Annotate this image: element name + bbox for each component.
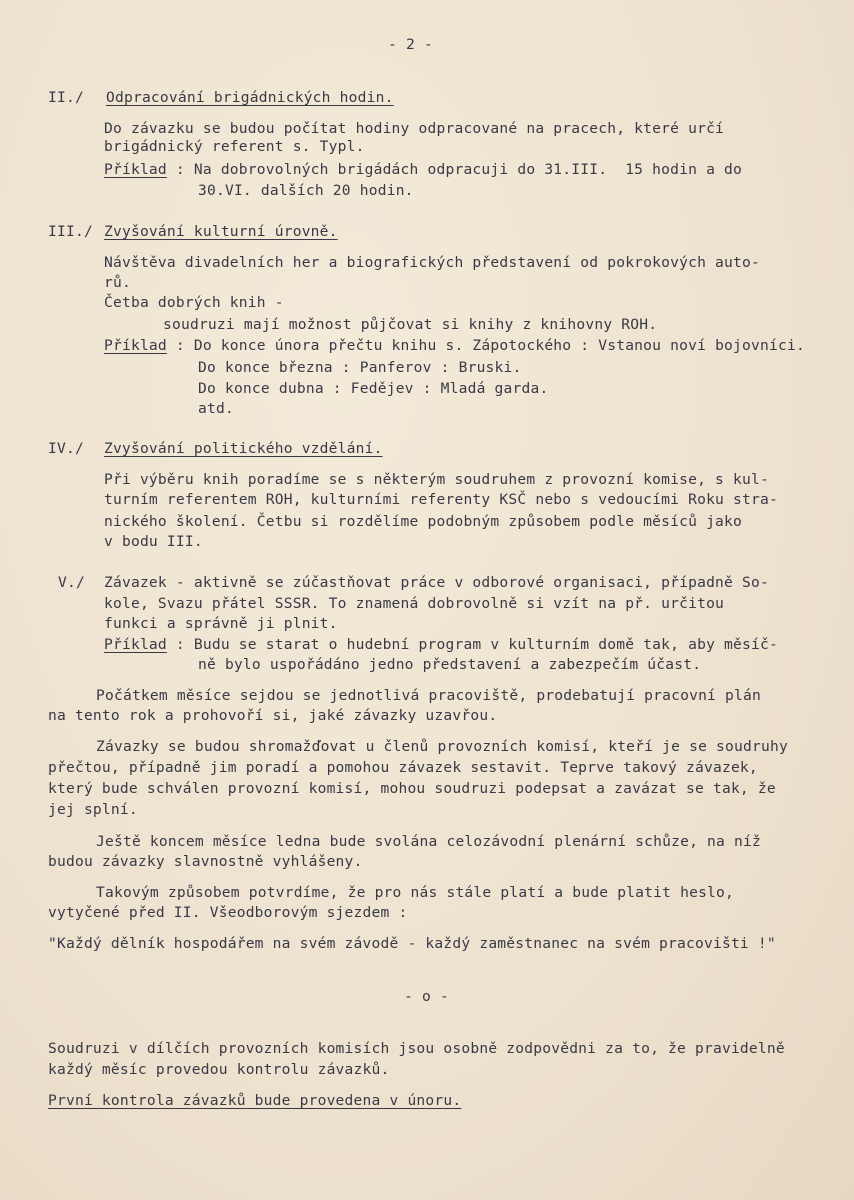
example-text: : Do konce února přečtu knihu s. Zápotockého : Vstanou noví bojovníci. (166, 337, 805, 354)
section-3-line: soudruzi mají možnost půjčovat si knihy z knihovny ROH. (163, 316, 658, 333)
section-3-line: Četba dobrých knih - (104, 294, 284, 311)
example-label: Příklad (104, 636, 167, 653)
paragraph-line: budou závazky slavnostně vyhlášeny. (48, 853, 363, 870)
section-3-heading: Zvyšování kulturní úrovně. (104, 223, 338, 240)
section-5-line: kole, Svazu přátel SSSR. To znamená dobrovolně si vzít na př. určitou (104, 595, 725, 612)
section-3-line: Do konce března : Panferov : Bruski. (198, 359, 522, 376)
paragraph-line: Počátkem měsíce sejdou se jednotlivá pracoviště, prodebatují pracovní plán (96, 687, 761, 704)
section-5-number: V./ (58, 574, 85, 591)
paragraph-line: Ještě koncem měsíce ledna bude svolána celozávodní plenární schůze, na níž (96, 833, 761, 850)
slogan: "Každý dělník hospodářem na svém závodě - každý zaměstnanec na svém pracovišti !" (48, 935, 776, 952)
section-divider: - o - (404, 988, 449, 1005)
example-text: : Budu se starat o hudební program v kulturním domě tak, aby měsíč- (166, 636, 778, 653)
section-4-line: turním referentem ROH, kulturními referenty KSČ nebo s vedoucími Roku stra- (104, 491, 778, 508)
section-2-number: II./ (48, 89, 84, 106)
section-4-heading: Zvyšování politického vzdělání. (104, 440, 383, 457)
paragraph-line: jej splní. (48, 801, 138, 818)
section-3-line: Návštěva divadelních her a biografických představení od pokrokových auto- (104, 254, 760, 271)
section-4-line: v bodu III. (104, 533, 203, 550)
section-5-line: funkci a správně ji plnit. (104, 615, 338, 632)
paragraph-line: přečtou, případně jim poradí a pomohou závazek sestavit. Teprve takový závazek, (48, 759, 758, 776)
section-3-number: III./ (48, 223, 93, 240)
section-5-example (104, 636, 778, 654)
section-3-line: rů. (104, 274, 131, 291)
section-2-heading: Odpracování brigádnických hodin. (106, 89, 394, 106)
paragraph-line: Závazky se budou shromažďovat u členů provozních komisí, kteří je se soudruhy (96, 738, 788, 755)
section-3-line: Do konce dubna : Fedějev : Mladá garda. (198, 380, 549, 397)
section-4-number: IV./ (48, 440, 84, 457)
section-2-line: brigádnický referent s. Typl. (104, 138, 365, 155)
section-3-line: atd. (198, 400, 234, 417)
section-4-line: nického školení. Četbu si rozdělíme podobným způsobem podle měsíců jako (104, 513, 743, 530)
example-text: : Na dobrovolných brigádách odpracuji do 31.III. 15 hodin a do (166, 161, 743, 178)
page-number: - 2 - (388, 36, 433, 53)
closing-line: První kontrola závazků bude provedena v únoru. (48, 1092, 462, 1109)
section-2-line: 30.VI. dalších 20 hodin. (198, 182, 414, 199)
closing-line: Soudruzi v dílčích provozních komisích jsou osobně zodpovědni za to, že pravidelně (48, 1040, 785, 1057)
section-3-example (104, 337, 805, 355)
section-2-line: Do závazku se budou počítat hodiny odpracované na pracech, které určí (104, 120, 725, 137)
paragraph-line: vytyčené před II. Všeodborovým sjezdem : (48, 904, 408, 921)
paragraph-line: Takovým způsobem potvrdíme, že pro nás stále platí a bude platit heslo, (96, 884, 735, 901)
section-4-line: Při výběru knih poradíme se s některým soudruhem z provozní komise, s kul- (104, 471, 769, 488)
section-2-example (104, 161, 742, 179)
paragraph-line: na tento rok a prohovoří si, jaké závazky uzavřou. (48, 707, 498, 724)
section-5-line: Závazek - aktivně se zúčastňovat práce v odborové organisaci, případně So- (104, 574, 769, 591)
example-label: Příklad (104, 337, 167, 354)
example-label: Příklad (104, 161, 167, 178)
section-5-line: ně bylo uspořádáno jedno představení a zabezpečím účast. (198, 656, 702, 673)
paragraph-line: který bude schválen provozní komisí, mohou soudruzi podepsat a zavázat se tak, že (48, 780, 776, 797)
closing-line: každý měsíc provedou kontrolu závazků. (48, 1061, 390, 1078)
